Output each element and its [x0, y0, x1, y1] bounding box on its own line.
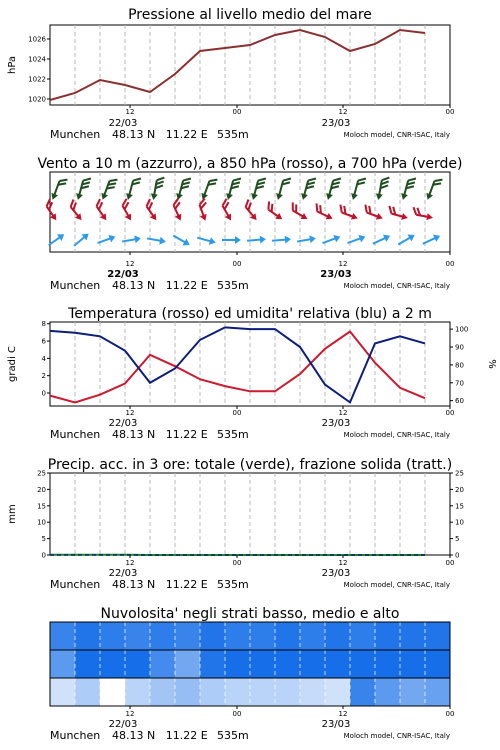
cloud-cell: [50, 622, 76, 650]
cloud-cell: [275, 678, 301, 706]
barb-head: [400, 193, 408, 201]
arrow-10m: [196, 234, 216, 247]
barb-shaft: [279, 181, 283, 196]
pressure-panel: [7, 7, 454, 141]
cloud-cell: [375, 650, 401, 678]
barb-head: [250, 193, 258, 201]
arrow-10m: [296, 234, 316, 245]
cloud-cell: [425, 650, 451, 678]
y-tick-label: 0: [455, 551, 460, 560]
cloud-location: Munchen: [50, 729, 101, 742]
cloud-cell: [150, 650, 176, 678]
y-tick-label: 2: [41, 372, 46, 381]
arrow-shaft: [74, 236, 85, 246]
barb-850hpa: [195, 199, 212, 222]
cloud-cell: [275, 622, 301, 650]
cloud-cell: [325, 622, 351, 650]
temperature-grid: [75, 322, 425, 406]
barb-feather: [358, 177, 366, 183]
cloud-cell: [425, 622, 451, 650]
temperature-model: Moloch model, CNR-ISAC, Italy: [343, 431, 450, 439]
barb-head: [125, 214, 134, 223]
barb-700hpa: [75, 176, 91, 202]
pressure-location: Munchen: [50, 128, 101, 141]
barb-feather: [183, 177, 191, 183]
y-tick-label: 5: [41, 535, 46, 544]
arrow-head: [383, 232, 392, 242]
precipitation-date-1: 22/03: [108, 568, 138, 579]
x-tick-label: 12: [338, 409, 348, 417]
barb-feather: [133, 177, 141, 183]
barb-feather: [59, 177, 67, 183]
barb-850hpa: [41, 199, 62, 222]
barb-head: [401, 213, 409, 221]
pressure-date-2: 23/03: [321, 118, 351, 129]
wind-date-1: 22/03: [107, 269, 139, 280]
barb-850hpa: [217, 199, 237, 222]
temperature-ylabel: gradi C: [7, 346, 18, 382]
cloud-cell: [375, 678, 401, 706]
temperature-coords: 48.13 N 11.22 E: [112, 428, 208, 441]
cloud-title: Nuvolosita' negli strati basso, medio e alto: [100, 606, 400, 622]
barb-700hpa: [175, 176, 191, 202]
y-tick-label: 5: [455, 535, 460, 544]
cloud-model: Moloch model, CNR-ISAC, Italy: [343, 732, 450, 740]
y-tick-label: 0: [41, 389, 46, 398]
cloud-cell: [400, 678, 426, 706]
cloud-cell: [300, 678, 326, 706]
arrow-10m: [421, 232, 442, 247]
pressure-title: Pressione al livello medio del mare: [128, 7, 372, 23]
barb-850hpa: [65, 199, 87, 222]
temperature-date-1: 22/03: [108, 418, 138, 429]
barb-shaft: [429, 181, 434, 196]
cloud-elevation: 535m: [217, 729, 249, 742]
barb-head: [351, 213, 359, 222]
pressure-grid: [75, 25, 425, 105]
temperature-line: [50, 332, 425, 403]
wind-elevation: 535m: [217, 279, 249, 292]
x-tick-label: 00: [232, 260, 242, 268]
barb-feather: [408, 177, 416, 183]
temperature-footer: [50, 428, 450, 441]
wind-date-2: 23/03: [320, 269, 352, 280]
cloud-cell: [100, 678, 126, 706]
barb-700hpa: [375, 176, 390, 201]
wind-model: Moloch model, CNR-ISAC, Italy: [343, 282, 450, 290]
barb-feather: [233, 177, 241, 183]
barb-shaft: [129, 181, 133, 196]
arrow-10m: [371, 232, 392, 247]
precipitation-date-2: 23/03: [321, 568, 351, 579]
temperature-x-ticks: [126, 406, 455, 417]
barb-head: [300, 193, 308, 201]
barb-850hpa: [387, 206, 410, 222]
cloud-cell: [125, 650, 151, 678]
wind-location: Munchen: [50, 279, 101, 292]
cloud-cell: [175, 650, 201, 678]
barb-850hpa: [263, 202, 286, 223]
precipitation-grid: [75, 473, 425, 555]
cloud-cell: [125, 678, 151, 706]
barb-feather: [289, 202, 296, 210]
barb-shaft: [354, 181, 358, 196]
cloud-cell: [100, 650, 126, 678]
cloud-cell: [50, 650, 76, 678]
barb-850hpa: [117, 199, 137, 222]
arrow-10m: [121, 234, 141, 245]
barb-feather: [388, 206, 394, 214]
precipitation-model: Moloch model, CNR-ISAC, Italy: [343, 581, 450, 589]
cloud-cell: [250, 622, 276, 650]
cloud-cell: [75, 678, 101, 706]
cloud-cell: [350, 622, 376, 650]
cloud-coords: 48.13 N 11.22 E: [112, 729, 208, 742]
y-tick-label: 100: [455, 325, 469, 334]
barb-head: [301, 213, 310, 222]
arrow-10m: [171, 232, 191, 248]
precipitation-location: Munchen: [50, 578, 101, 591]
cloud-cell: [200, 650, 226, 678]
barb-850hpa: [288, 202, 311, 222]
x-tick-label: 00: [445, 559, 455, 567]
arrow-head: [108, 233, 116, 243]
cloud-date-2: 23/03: [321, 719, 351, 730]
y-tick-label: 60: [455, 397, 464, 406]
humidity-y-ticks: [450, 326, 468, 405]
cloud-cell: [75, 650, 101, 678]
cloud-cell: [250, 650, 276, 678]
barb-head: [225, 214, 234, 223]
y-tick-label: 4: [41, 354, 46, 363]
barb-700hpa: [99, 176, 117, 202]
cloud-cell: [300, 622, 326, 650]
barb-700hpa: [325, 176, 341, 202]
barb-850hpa: [169, 199, 187, 222]
x-tick-label: 00: [232, 559, 242, 567]
arrow-10m: [72, 231, 92, 249]
arrow-shaft: [247, 239, 262, 240]
barb-head: [350, 193, 358, 201]
precipitation-elevation: 535m: [217, 578, 249, 591]
barb-feather: [258, 177, 266, 183]
cloud-panel: [50, 606, 454, 742]
precipitation-title: Precip. acc. in 3 ore: totale (verde), frazione solida (tratt.): [47, 457, 453, 473]
barb-feather: [83, 177, 91, 183]
y-tick-label: 20: [37, 485, 46, 494]
pressure-footer: [50, 128, 450, 141]
temperature-y-ticks: [42, 320, 50, 397]
y-tick-label: 20: [455, 485, 464, 494]
cloud-cell: [150, 678, 176, 706]
wind-footer: [50, 279, 450, 292]
x-tick-label: 12: [125, 710, 135, 718]
y-tick-label: 0: [41, 551, 46, 560]
temperature-date-2: 23/03: [321, 418, 351, 429]
x-tick-label: 00: [445, 409, 455, 417]
y-tick-label: 25: [37, 469, 46, 478]
cloud-cell: [225, 650, 251, 678]
barb-850hpa: [240, 199, 262, 222]
x-tick-label: 00: [445, 260, 455, 268]
barb-700hpa: [275, 176, 291, 202]
barb-shaft: [204, 181, 209, 196]
cloud-cell: [175, 678, 201, 706]
x-tick-label: 00: [232, 710, 242, 718]
cloud-cell: [400, 650, 426, 678]
barb-feather: [434, 177, 442, 183]
cloud-cell: [125, 622, 151, 650]
cloud-cell: [200, 622, 226, 650]
arrow-head: [358, 233, 366, 243]
precipitation-y-ticks-right: [450, 470, 464, 560]
cloud-cell: [50, 678, 76, 706]
barb-feather: [283, 177, 291, 183]
x-tick-label: 12: [338, 710, 348, 718]
pressure-model: Moloch model, CNR-ISAC, Italy: [343, 131, 450, 139]
arrow-shaft: [173, 236, 186, 244]
y-tick-label: 90: [455, 343, 464, 352]
barb-700hpa: [400, 176, 416, 202]
y-tick-label: 25: [455, 469, 464, 478]
arrow-10m: [346, 233, 367, 247]
cloud-cell: [200, 678, 226, 706]
x-tick-label: 12: [338, 260, 348, 268]
pressure-x-ticks: [126, 105, 455, 116]
wind-x-ticks: [126, 252, 455, 268]
y-tick-label: 1026: [28, 35, 46, 44]
cloud-x-ticks: [126, 706, 455, 718]
wind-title: Vento a 10 m (azzurro), a 850 hPa (rosso), a 700 hPa (verde): [37, 156, 463, 172]
cloud-cell: [275, 650, 301, 678]
arrow-shaft: [272, 239, 287, 240]
barb-850hpa: [141, 199, 162, 222]
cloud-cell: [325, 678, 351, 706]
barb-head: [75, 193, 83, 201]
barb-700hpa: [350, 176, 366, 202]
arrow-head: [333, 233, 341, 243]
arrow-10m: [96, 233, 117, 247]
y-tick-label: 10: [37, 518, 46, 527]
cloud-cell: [100, 622, 126, 650]
pressure-frame: [50, 25, 450, 105]
cloud-cell: [375, 622, 401, 650]
y-tick-label: 1020: [28, 95, 46, 104]
pressure-elevation: 535m: [217, 128, 249, 141]
temperature-elevation: 535m: [217, 428, 249, 441]
cloud-cell: [175, 622, 201, 650]
barb-850hpa: [312, 203, 335, 221]
barb-850hpa: [362, 205, 385, 222]
temperature-panel: [7, 306, 497, 441]
barb-700hpa: [250, 176, 266, 202]
arrow-head: [182, 239, 191, 249]
barb-700hpa: [150, 176, 165, 201]
cloud-footer: [50, 729, 450, 742]
cloud-cell: [325, 650, 351, 678]
precipitation-ylabel: mm: [7, 504, 18, 524]
arrow-head: [309, 234, 316, 243]
arrow-head: [260, 235, 267, 243]
x-tick-label: 12: [125, 260, 135, 268]
arrow-10m: [396, 232, 416, 248]
arrow-shaft: [122, 239, 137, 242]
arrow-head: [285, 235, 292, 243]
arrow-head: [235, 236, 241, 244]
pressure-line: [50, 30, 425, 100]
y-tick-label: 1022: [28, 75, 46, 84]
barb-feather: [314, 203, 321, 211]
barb-700hpa: [49, 176, 67, 202]
humidity-ylabel: %: [486, 359, 497, 369]
x-tick-label: 00: [232, 409, 242, 417]
barb-head: [275, 193, 283, 201]
arrow-10m: [46, 231, 66, 248]
arrow-shaft: [197, 238, 211, 242]
arrow-shaft: [297, 239, 312, 242]
y-tick-label: 70: [455, 379, 464, 388]
cloud-cell: [350, 650, 376, 678]
barb-850hpa: [412, 207, 435, 221]
pressure-y-ticks: [28, 36, 50, 104]
x-tick-label: 12: [125, 409, 135, 417]
barb-700hpa: [125, 176, 141, 202]
cloud-cell: [350, 678, 376, 706]
wind-panel: [37, 156, 462, 292]
barb-head: [376, 213, 384, 222]
barb-head: [424, 193, 433, 201]
x-tick-label: 00: [445, 108, 455, 116]
y-tick-label: 10: [455, 518, 464, 527]
barb-head: [326, 213, 334, 222]
barb-850hpa: [91, 199, 112, 222]
y-tick-label: 15: [455, 502, 464, 511]
pressure-date-1: 22/03: [108, 118, 138, 129]
pressure-coords: 48.13 N 11.22 E: [112, 128, 208, 141]
barb-head: [175, 214, 184, 222]
x-tick-label: 12: [125, 559, 135, 567]
y-tick-label: 6: [41, 337, 46, 346]
precipitation-panel: [7, 457, 464, 591]
cloud-cell: [150, 622, 176, 650]
cloud-cell: [225, 622, 251, 650]
barb-shaft: [54, 181, 59, 196]
barb-feather: [308, 177, 316, 183]
arrow-head: [433, 232, 442, 242]
wind-barbs: [41, 176, 442, 249]
barb-head: [426, 213, 433, 221]
cloud-cell: [225, 678, 251, 706]
arrow-shaft: [147, 238, 162, 241]
barb-head: [375, 193, 383, 200]
barb-head: [175, 193, 183, 201]
barb-700hpa: [424, 176, 442, 202]
barb-850hpa: [337, 205, 360, 222]
arrow-head: [134, 234, 141, 243]
pressure-ylabel: hPa: [7, 55, 18, 75]
barb-head: [150, 193, 158, 200]
y-tick-label: 15: [37, 502, 46, 511]
barb-700hpa: [199, 176, 217, 202]
y-tick-label: 1024: [28, 55, 46, 64]
arrow-10m: [146, 234, 166, 245]
barb-head: [200, 214, 209, 222]
arrow-head: [159, 237, 166, 246]
arrow-10m: [321, 233, 342, 247]
precipitation-y-ticks: [37, 470, 50, 560]
precipitation-footer: [50, 578, 450, 591]
barb-feather: [363, 205, 369, 213]
barb-feather: [109, 177, 117, 183]
temperature-location: Munchen: [50, 428, 101, 441]
y-tick-label: 8: [41, 320, 46, 329]
x-tick-label: 12: [338, 559, 348, 567]
x-tick-label: 12: [338, 108, 348, 116]
temperature-title: Temperatura (rosso) ed umidita' relativa (blu) a 2 m: [68, 306, 432, 322]
arrow-head: [407, 232, 416, 242]
arrow-head: [209, 237, 217, 246]
x-tick-label: 12: [125, 108, 135, 116]
precipitation-x-ticks: [126, 555, 455, 567]
x-tick-label: 00: [445, 710, 455, 718]
cloud-cell: [425, 678, 451, 706]
y-tick-label: 80: [455, 361, 464, 370]
barb-feather: [209, 177, 217, 183]
barb-700hpa: [225, 176, 241, 202]
barb-feather: [333, 177, 341, 183]
cloud-cell: [400, 622, 426, 650]
cloud-cell: [75, 622, 101, 650]
cloud-cell: [250, 678, 276, 706]
barb-feather: [338, 205, 344, 213]
wind-coords: 48.13 N 11.22 E: [112, 279, 208, 292]
x-tick-label: 00: [232, 108, 242, 116]
barb-700hpa: [300, 176, 316, 202]
cloud-cell: [300, 650, 326, 678]
precipitation-coords: 48.13 N 11.22 E: [112, 578, 208, 591]
cloud-date-1: 22/03: [108, 719, 138, 730]
precipitation-frame: [50, 473, 450, 555]
barb-head: [325, 193, 333, 201]
